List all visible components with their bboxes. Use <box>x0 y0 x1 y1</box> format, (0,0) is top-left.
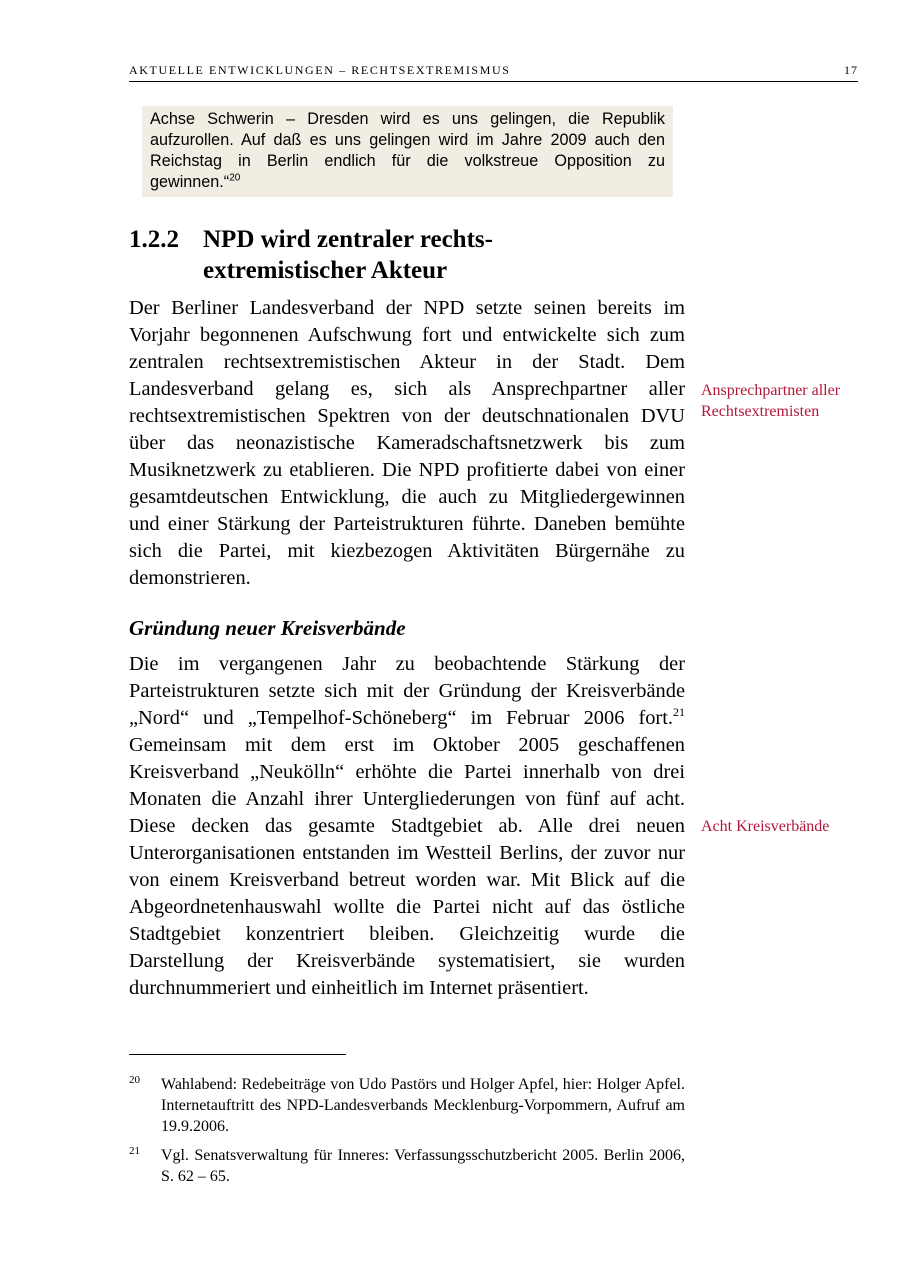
quote-box <box>142 106 673 197</box>
paragraph-1: Der Berliner Landesverband der NPD setzte seinen bereits im Vorjahr begonnenen Aufschwung fort und entwickelte sich zum zentralen rechtsextremistischen Akteur in der Stadt. Dem Landesverband gelang es, sich als Ansprechpartner aller rechtsextremistischen Spektren von der deutschnationalen DVU über das neonazistische Kameradschaftsnetzwerk bis zum Musiknetzwerk zu etablieren. Die NPD profitierte dabei von einer gesamtdeutschen Entwicklung, die auch zu Mitgliedergewinnen und einer Stärkung der Parteistrukturen führte. Daneben bemühte sich die Partei, mit kiezbezogen Aktivitäten Bürgernähe zu demonstrieren. <box>129 297 685 589</box>
footnote-text: Vgl. Senatsverwaltung für Inneres: Verfassungsschutzbericht 2005. Berlin 2006, S. 62 – 65. <box>161 1147 685 1185</box>
margin-note-1: Ansprechpartner aller Rechtsextremisten <box>701 382 841 420</box>
section-number: 1.2.2 <box>129 226 179 253</box>
running-title: AKTUELLE ENTWICKLUNGEN – RECHTSEXTREMISMUS <box>129 63 511 77</box>
quote-text: Achse Schwerin – Dresden wird es uns gelingen, die Republik aufzurollen. Auf daß es uns gelingen wird im Jahre 2009 auch den Reichstag in Berlin endlich für die volkstreue Opposition zu gewinnen.“ <box>150 110 665 191</box>
footnote-text: Wahlabend: Redebeiträge von Udo Pastörs und Holger Apfel, hier: Holger Apfel. Internetauftritt des NPD-Landesverbands Mecklenburg-Vorpommern, Aufruf am 19.9.2006. <box>161 1076 685 1135</box>
subheading: Gründung neuer Kreisverbände <box>129 616 406 640</box>
footnote-number: 21 <box>129 1145 140 1157</box>
footnote-number: 20 <box>129 1074 140 1086</box>
section-title-line2: extremistischer Akteur <box>203 257 448 284</box>
section-title-line1: NPD wird zentraler rechts- <box>203 226 493 253</box>
footnote-20 <box>129 1074 685 1137</box>
page-number: 17 <box>844 63 858 77</box>
running-header <box>129 63 858 82</box>
paragraph-2-part1: Die im vergangenen Jahr zu beobachtende Stärkung der Parteistrukturen setzte sich mit der Gründung der Kreisverbände „Nord“ und „Tempelhof-Schöneberg“ im Februar 2006 fort. <box>129 653 685 729</box>
footnote-21 <box>129 1145 685 1187</box>
section-title <box>203 224 663 286</box>
margin-note-2: Acht Kreisverbände <box>701 818 830 835</box>
footnote-rule <box>129 1054 346 1055</box>
paragraph-2-part2: Gemeinsam mit dem erst im Oktober 2005 geschaffenen Kreisverband „Neukölln“ erhöhte die Partei innerhalb von drei Monaten die Anzahl ihrer Untergliederungen von fünf auf acht. Diese decken das gesamte Stadtgebiet ab. Alle drei neuen Unterorganisationen entstanden im Westteil Berlins, der zuvor nur von einem Kreisverband betreut worden war. Mit Blick auf die Abgeordnetenhauswahl wollte die Partei nicht auf das östliche Stadtgebiet konzentriert bleiben. Gleichzeitig wurde die Darstellung der Kreisverbände systematisiert, sie wurden durchnummeriert und einheitlich im Internet präsentiert. <box>129 734 685 999</box>
paragraph-2-footnote-ref[interactable]: 21 <box>673 705 685 720</box>
paragraph-2 <box>129 651 685 1002</box>
quote-footnote-ref[interactable]: 20 <box>229 172 241 184</box>
